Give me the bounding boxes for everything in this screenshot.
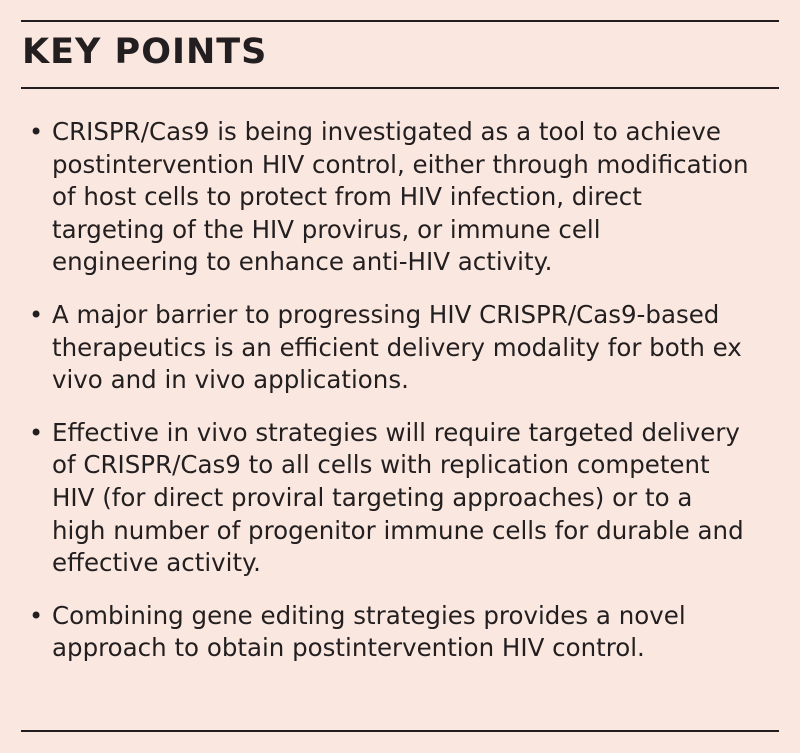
key-point-4-line-2: approach to obtain postintervention HIV control. xyxy=(52,633,645,663)
key-point-1-line-2: postintervention HIV control, either through modification xyxy=(52,149,749,179)
key-point-1-line-3: of host cells to protect from HIV infection, direct xyxy=(52,182,642,212)
key-point-1-line-5: engineering to enhance anti-HIV activity. xyxy=(52,247,553,277)
key-points-title: KEY POINTS xyxy=(22,32,268,72)
key-point-2-line-3: vivo and in vivo applications. xyxy=(52,365,409,395)
top-rule xyxy=(21,20,779,22)
bullet-icon: • xyxy=(29,300,44,329)
key-point-3-line-2: of CRISPR/Cas9 to all cells with replication competent xyxy=(52,450,710,480)
key-point-2-line-1: A major barrier to progressing HIV CRISPR/Cas9-based xyxy=(52,299,720,329)
key-points-list xyxy=(26,116,782,665)
bullet-icon: • xyxy=(29,601,44,630)
key-point-4 xyxy=(26,600,782,665)
key-point-2 xyxy=(26,299,782,397)
key-point-1 xyxy=(26,116,782,279)
key-point-2-line-2: therapeutics is an efficient delivery modality for both ex xyxy=(52,332,742,362)
bottom-rule xyxy=(21,730,779,732)
key-point-4-line-1: Combining gene editing strategies provides a novel xyxy=(52,600,686,630)
key-point-3-line-4: high number of progenitor immune cells for durable and xyxy=(52,515,744,545)
key-point-3-line-1: Effective in vivo strategies will require targeted delivery xyxy=(52,417,740,447)
bullet-icon: • xyxy=(29,418,44,447)
key-point-3 xyxy=(26,417,782,580)
key-point-1-line-4: targeting of the HIV provirus, or immune cell xyxy=(52,214,601,244)
key-point-3-line-5: effective activity. xyxy=(52,548,261,578)
key-point-3-line-3: HIV (for direct proviral targeting approaches) or to a xyxy=(52,482,693,512)
title-rule xyxy=(21,87,779,89)
key-point-1-line-1: CRISPR/Cas9 is being investigated as a tool to achieve xyxy=(52,117,721,146)
bullet-icon: • xyxy=(29,118,44,146)
